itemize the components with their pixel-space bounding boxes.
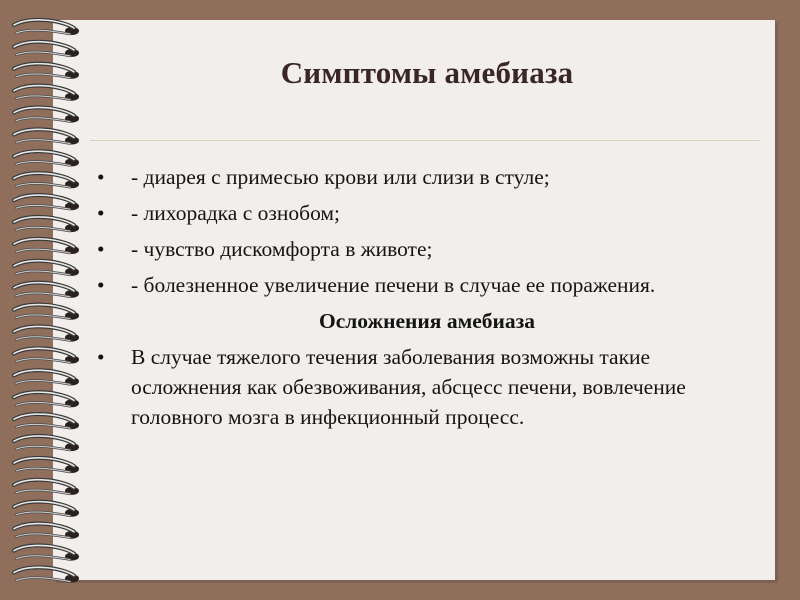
symptom-text: - чувство дискомфорта в животе; bbox=[131, 237, 433, 261]
slide-title: Симптомы амебиаза bbox=[280, 55, 574, 90]
bullet-icon: • bbox=[97, 165, 105, 189]
complications-list bbox=[97, 342, 757, 432]
list-item bbox=[97, 270, 757, 300]
symptom-text: - диарея с примесью крови или слизи в стуле; bbox=[131, 165, 550, 189]
symptoms-list bbox=[97, 162, 757, 300]
symptom-text: - лихорадка с ознобом; bbox=[131, 201, 340, 225]
symptom-text: - болезненное увеличение печени в случае ее поражения. bbox=[131, 273, 656, 297]
bullet-icon: • bbox=[97, 201, 105, 225]
complications-text: В случае тяжелого течения заболевания возможны такие осложнения как обезвоживания, абсцесс печени, вовлечение головного мозга в инфекционный процесс. bbox=[131, 345, 686, 429]
bullet-icon: • bbox=[97, 237, 105, 261]
list-item bbox=[97, 162, 757, 192]
slide-content bbox=[97, 162, 757, 438]
title-divider bbox=[90, 140, 760, 141]
complications-heading: Осложнения амебиаза bbox=[318, 309, 536, 333]
list-item bbox=[97, 198, 757, 228]
bullet-icon: • bbox=[97, 273, 105, 297]
bullet-icon: • bbox=[97, 345, 105, 369]
list-item bbox=[97, 342, 757, 432]
list-item bbox=[97, 234, 757, 264]
